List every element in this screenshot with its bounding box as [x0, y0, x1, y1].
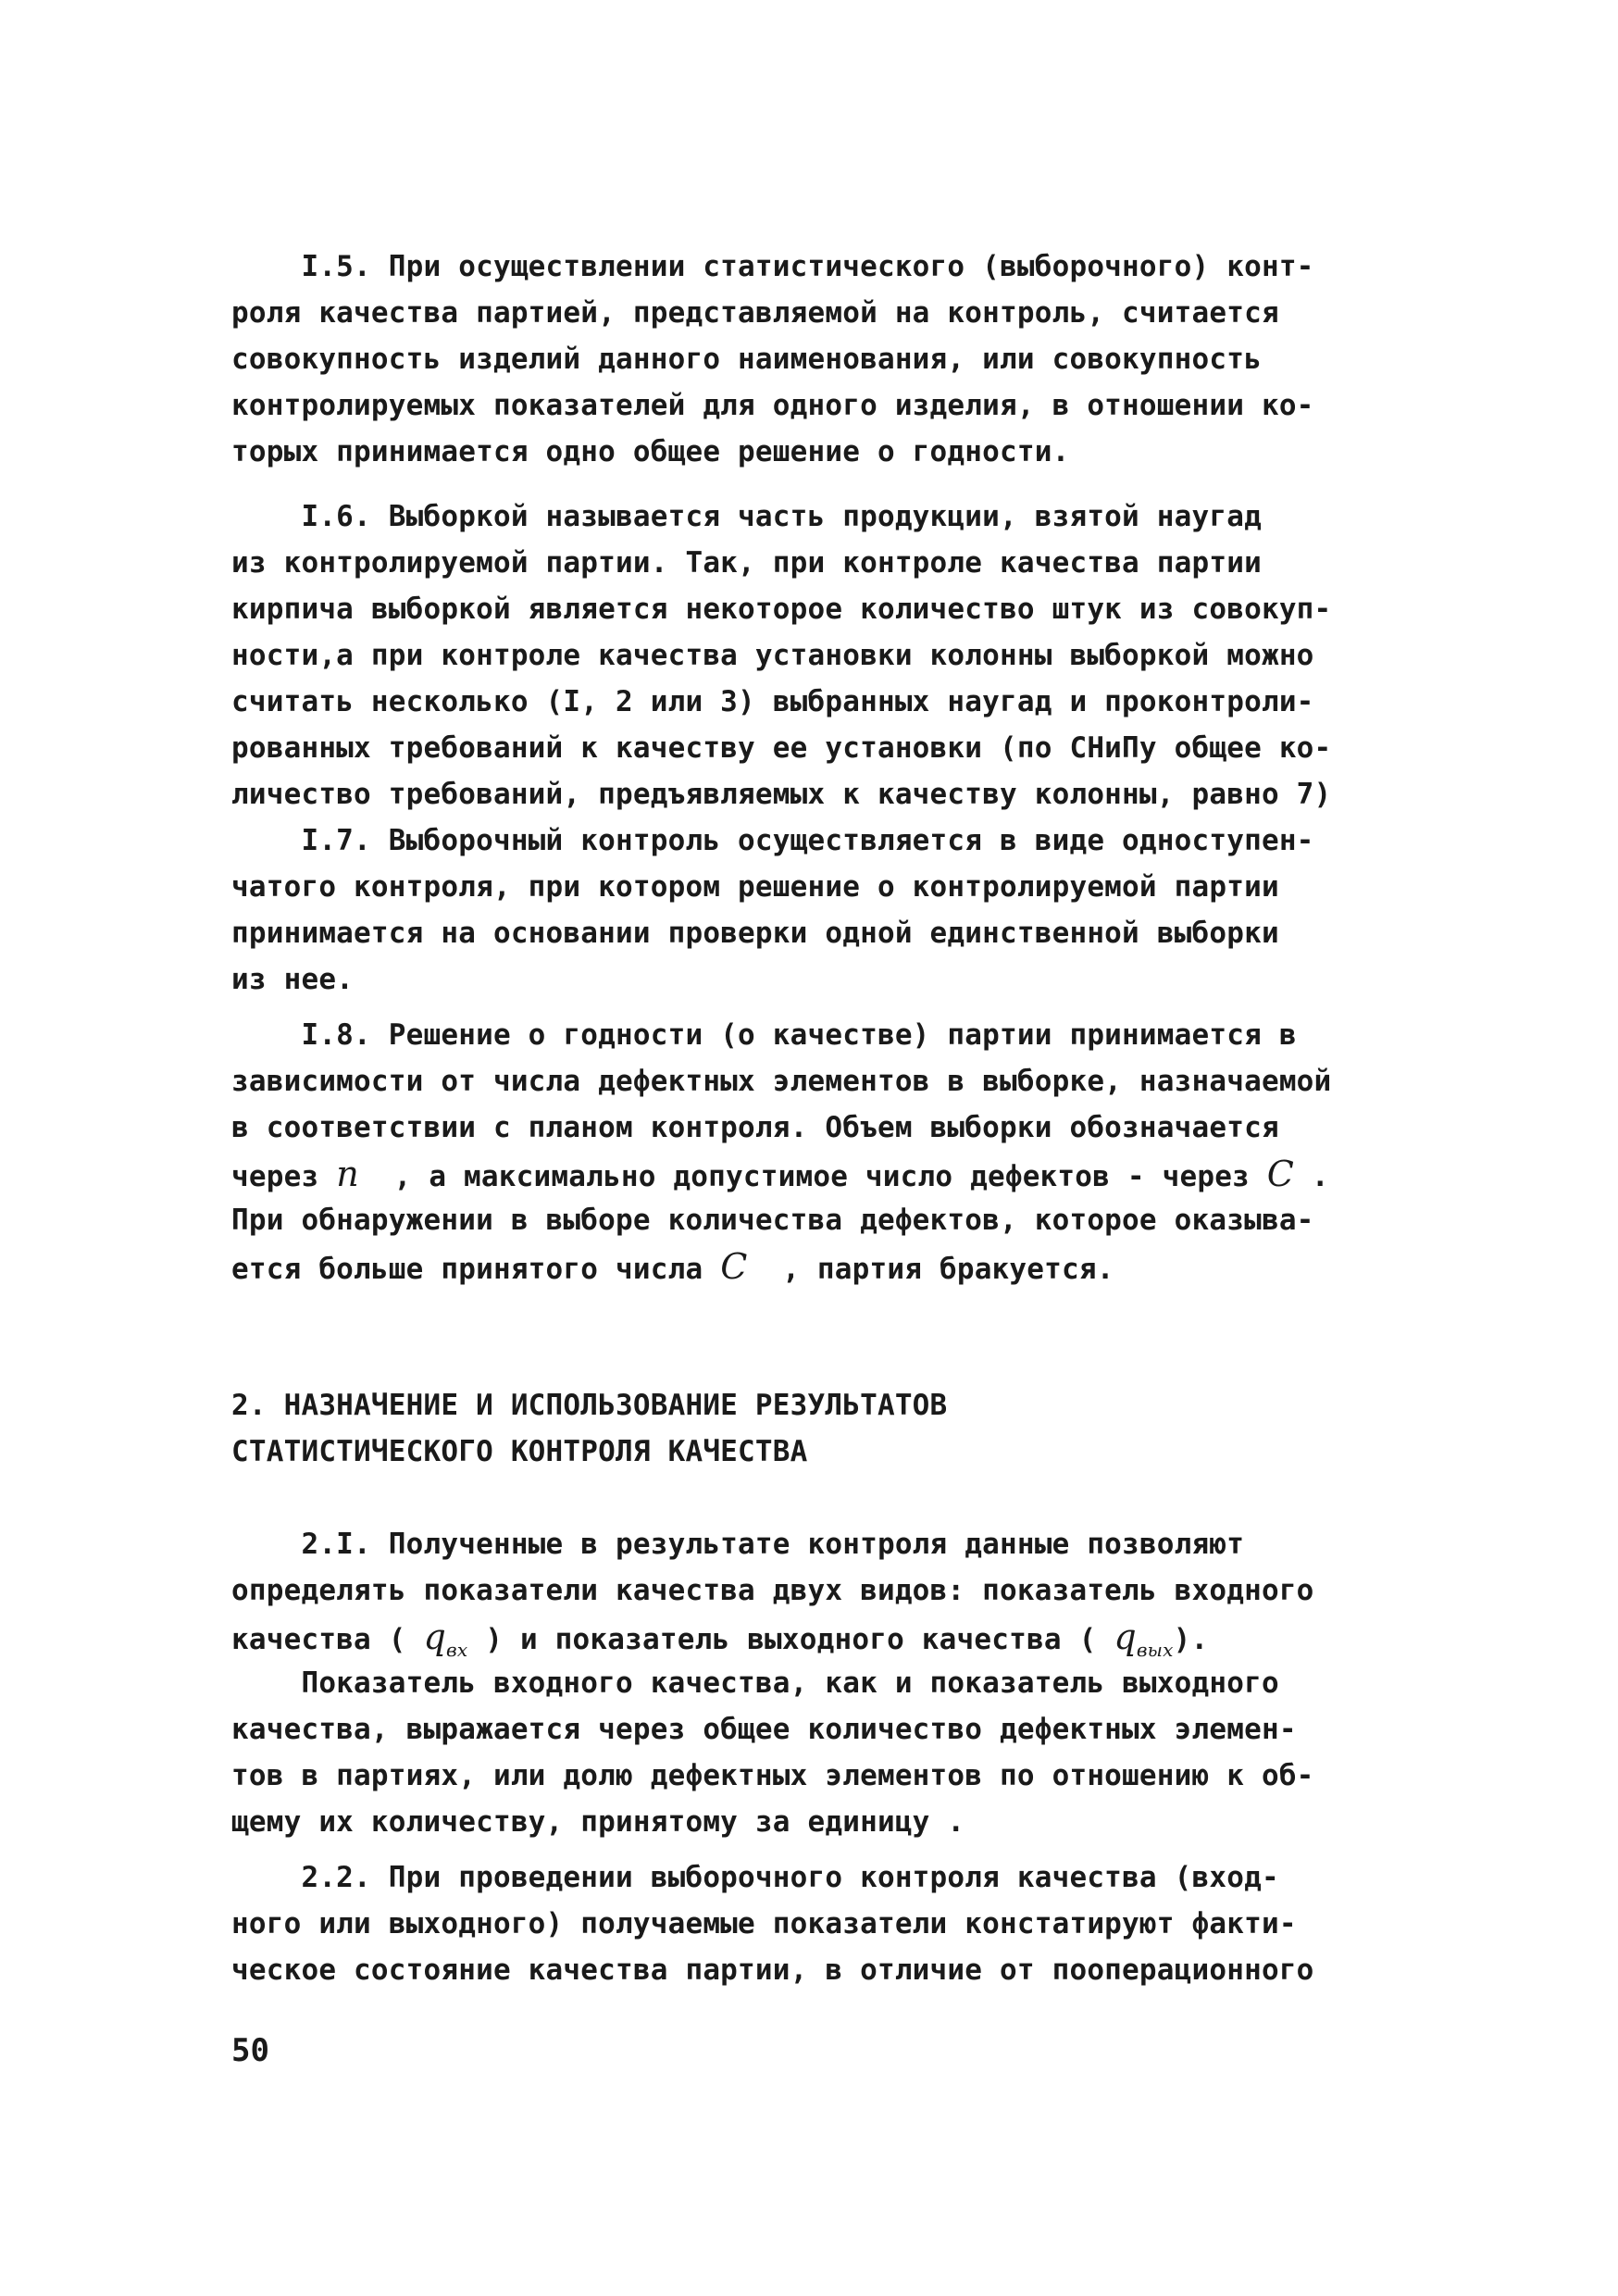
paragraph-2-1-line-7: щему их количеству, принятому за единицу .	[231, 1805, 965, 1839]
section-heading-line-1: 2. НАЗНАЧЕНИЕ И ИСПОЛЬЗОВАНИЕ РЕЗУЛЬТАТОВ	[231, 1389, 948, 1422]
paragraph-2-1-line-1: 2.I. Полученные в результате контроля данные позволяют	[231, 1528, 1245, 1561]
paragraph-2-1-line-5: качества, выражается через общее количество дефектных элемен-	[231, 1713, 1297, 1746]
paragraph-1-7-line-4: из нее.	[231, 963, 355, 996]
paragraph-2-1-line-2: определять показатели качества двух видов: показатель входного	[231, 1574, 1314, 1607]
q-symbol: q	[1114, 1616, 1137, 1657]
section-heading-line-2: СТАТИСТИЧЕСКОГО КОНТРОЛЯ КАЧЕСТВА	[231, 1435, 808, 1468]
handwritten-symbol-n: n	[336, 1154, 359, 1194]
handwritten-symbol-q-input	[423, 1616, 468, 1661]
q-symbol: q	[423, 1616, 447, 1657]
paragraph-1-8-line-1: I.8. Решение о годности (о качестве) партии принимается в	[231, 1018, 1297, 1052]
paragraph-2-2-line-3: ческое состояние качества партии, в отличие от пооперационного	[231, 1953, 1314, 1987]
text-segment: ) и показатель выходного качества (	[467, 1623, 1114, 1656]
paragraph-1-8-line-6	[231, 1248, 1398, 1288]
paragraph-1-6-line-7: личество требований, предъявляемых к качеству колонны, равно 7)	[231, 778, 1332, 811]
paragraph-2-2-line-2: ного или выходного) получаемые показатели констатируют факти-	[231, 1907, 1297, 1940]
paragraph-1-8-line-2: зависимости от числа дефектных элементов в выборке, назначаемой	[231, 1065, 1332, 1098]
text-segment: через	[231, 1160, 337, 1193]
text-segment: .	[1294, 1160, 1329, 1193]
paragraph-1-7-line-2: чатого контроля, при котором решение о контролируемой партии	[231, 870, 1279, 904]
paragraph-1-6-line-3: кирпича выборкой является некоторое количество штук из совокуп-	[231, 593, 1332, 626]
paragraph-1-5-line-2: роля качества партией, представляемой на контроль, считается	[231, 296, 1279, 330]
page-number: 50	[231, 2032, 269, 2069]
paragraph-1-5-line-3: совокупность изделий данного наименования, или совокупность	[231, 343, 1262, 376]
q-subscript: вх	[446, 1639, 468, 1661]
paragraph-2-2-line-1: 2.2. При проведении выборочного контроля качества (вход-	[231, 1861, 1279, 1894]
paragraph-1-5-line-4: контролируемых показателей для одного изделия, в отношении ко-	[231, 389, 1314, 422]
handwritten-symbol-q-output	[1114, 1616, 1174, 1661]
paragraph-1-6-line-1: I.6. Выборкой называется часть продукции, взятой наугад	[231, 500, 1262, 533]
paragraph-1-6-line-6: рованных требований к качеству ее установки (по СНиПу общее ко-	[231, 731, 1332, 765]
text-segment: ется больше принятого числа	[231, 1253, 721, 1286]
paragraph-1-7-line-3: принимается на основании проверки одной единственной выборки	[231, 917, 1279, 950]
text-segment: , партия бракуется.	[747, 1253, 1114, 1286]
paragraph-1-7-line-1: I.7. Выборочный контроль осуществляется в виде одноступен-	[231, 824, 1314, 857]
paragraph-2-1-line-6: тов в партиях, или долю дефектных элементов по отношению к об-	[231, 1759, 1314, 1792]
text-segment: ).	[1173, 1623, 1209, 1656]
q-subscript: вых	[1136, 1639, 1174, 1661]
handwritten-symbol-c: C	[720, 1246, 748, 1287]
paragraph-1-8-line-5: При обнаружении в выборе количества дефектов, которое оказыва-	[231, 1204, 1314, 1237]
paragraph-1-8-line-3: в соответствии с планом контроля. Объем выборки обозначается	[231, 1111, 1279, 1144]
paragraph-1-6-line-5: считать несколько (I, 2 или 3) выбранных наугад и проконтроли-	[231, 685, 1314, 718]
text-segment: , а максимально допустимое число дефектов - через	[358, 1160, 1267, 1193]
paragraph-1-5-line-5: торых принимается одно общее решение о годности.	[231, 435, 1070, 468]
paragraph-2-1-line-3	[231, 1618, 1398, 1668]
handwritten-symbol-c: C	[1266, 1154, 1295, 1194]
paragraph-1-6-line-2: из контролируемой партии. Так, при контроле качества партии	[231, 546, 1262, 580]
paragraph-2-1-line-4: Показатель входного качества, как и показатель выходного	[231, 1666, 1279, 1700]
paragraph-1-8-line-4	[231, 1155, 1398, 1195]
paragraph-1-6-line-4: ности,а при контроле качества установки колонны выборкой можно	[231, 639, 1314, 672]
text-segment: качества (	[231, 1623, 424, 1656]
paragraph-1-5-line-1: I.5. При осуществлении статистического (выборочного) конт-	[231, 250, 1314, 283]
